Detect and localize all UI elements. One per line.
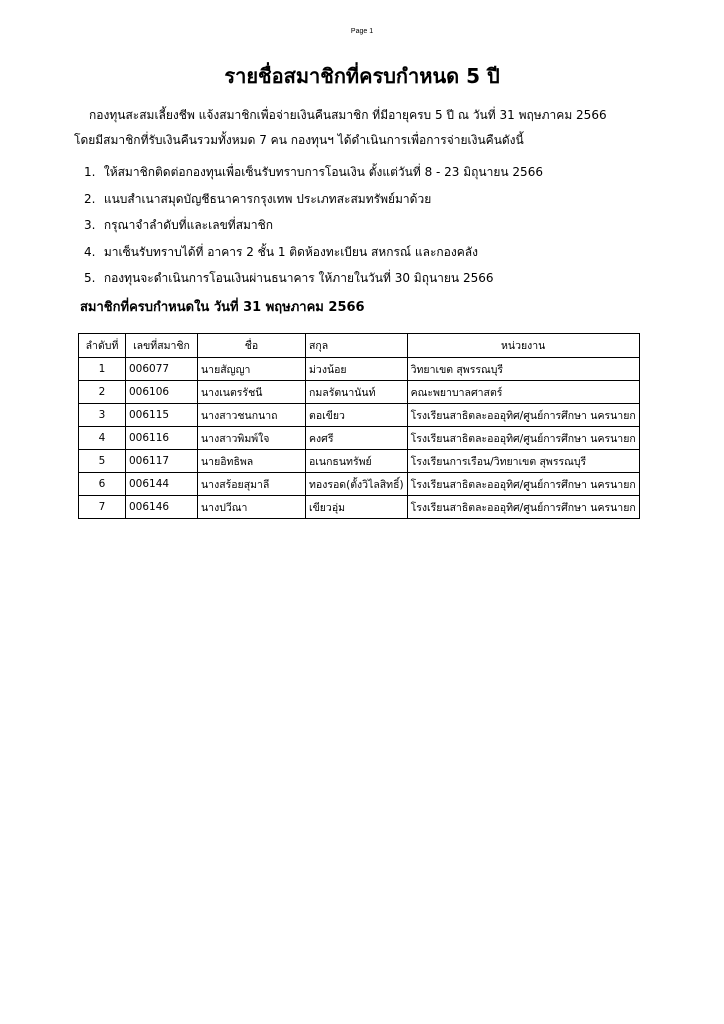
- table-row: [79, 496, 640, 519]
- table-row: [79, 473, 640, 496]
- header-department: หน่วยงาน: [407, 334, 639, 358]
- intro-line-1: กองทุนสะสมเลี้ยงชีพ แจ้งสมาชิกเพื่อจ่ายเงินคืนสมาชิก ที่มีอายุครบ 5 ปี ณ วันที่ 31 พฤษภาคม 2566: [89, 108, 607, 122]
- intro-line-2: โดยมีสมาชิกที่รับเงินคืนรวมทั้งหมด 7 คน กองทุนฯ ได้ดำเนินการเพื่อการจ่ายเงินคืนดังนี้: [74, 133, 524, 147]
- cell-department: โรงเรียนสาธิตละอออุทิศ/ศูนย์การศึกษา นครนายก: [407, 496, 639, 519]
- cell-last-name: ม่วงน้อย: [306, 358, 408, 381]
- header-order: ลำดับที่: [79, 334, 126, 358]
- cell-order: 2: [79, 381, 126, 404]
- cell-last-name: คงศรี: [306, 427, 408, 450]
- header-first-name: ชื่อ: [198, 334, 306, 358]
- cell-member-id: 006117: [126, 450, 198, 473]
- cell-last-name: อเนกธนทรัพย์: [306, 450, 408, 473]
- members-table: [78, 333, 640, 519]
- cell-last-name: ทองรอด(ตั้งวิไลสิทธิ์): [306, 473, 408, 496]
- table-row: [79, 381, 640, 404]
- cell-first-name: นายสัญญา: [198, 358, 306, 381]
- cell-member-id: 006106: [126, 381, 198, 404]
- step-number: 4.: [84, 244, 96, 259]
- cell-order: 5: [79, 450, 126, 473]
- cell-order: 1: [79, 358, 126, 381]
- cell-department: โรงเรียนสาธิตละอออุทิศ/ศูนย์การศึกษา นครนายก: [407, 473, 639, 496]
- cell-member-id: 006116: [126, 427, 198, 450]
- step-text: ให้สมาชิกติดต่อกองทุนเพื่อเซ็นรับทราบการโอนเงิน ตั้งแต่วันที่ 8 - 23 มิถุนายน 2566: [103, 165, 543, 179]
- cell-department: โรงเรียนการเรือน/วิทยาเขต สุพรรณบุรี: [407, 450, 639, 473]
- table-row: [79, 358, 640, 381]
- step-text: มาเซ็นรับทราบได้ที่ อาคาร 2 ชั้น 1 ติดห้องทะเบียน สหกรณ์ และกองคลัง: [103, 244, 478, 259]
- cell-member-id: 006144: [126, 473, 198, 496]
- step-item: [84, 190, 543, 217]
- step-item: [84, 163, 543, 190]
- header-last-name: สกุล: [306, 334, 408, 358]
- step-item: [84, 216, 543, 243]
- cell-department: คณะพยาบาลศาสตร์: [407, 381, 639, 404]
- table-row: [79, 450, 640, 473]
- steps-list: [84, 163, 543, 296]
- cell-last-name: เขียวอุ่ม: [306, 496, 408, 519]
- step-text: กรุณาจำลำดับที่และเลขที่สมาชิก: [103, 218, 274, 232]
- table-header-row: [79, 334, 640, 358]
- cell-first-name: นางเนตรรัชนี: [198, 381, 306, 404]
- page-label: Page 1: [350, 28, 374, 35]
- page-title: รายชื่อสมาชิกที่ครบกำหนด 5 ปี: [224, 64, 500, 88]
- cell-first-name: นางสร้อยสุมาลี: [198, 473, 306, 496]
- cell-first-name: นางสาวชนกนาถ: [198, 404, 306, 427]
- cell-order: 4: [79, 427, 126, 450]
- cell-order: 3: [79, 404, 126, 427]
- step-text: แนบสำเนาสมุดบัญชีธนาคารกรุงเทพ ประเภทสะสมทรัพย์มาด้วย: [103, 191, 432, 206]
- step-number: 1.: [84, 165, 96, 179]
- cell-member-id: 006146: [126, 496, 198, 519]
- step-item: [84, 243, 543, 270]
- step-number: 2.: [84, 191, 96, 206]
- cell-department: โรงเรียนสาธิตละอออุทิศ/ศูนย์การศึกษา นครนายก: [407, 427, 639, 450]
- cell-last-name: ตอเขียว: [306, 404, 408, 427]
- step-number: 5.: [84, 271, 96, 285]
- step-text: กองทุนจะดำเนินการโอนเงินผ่านธนาคาร ให้ภายในวันที่ 30 มิถุนายน 2566: [103, 271, 494, 285]
- table-row: [79, 427, 640, 450]
- table-subtitle: สมาชิกที่ครบกำหนดใน วันที่ 31 พฤษภาคม 2566: [80, 300, 365, 315]
- cell-last-name: กมลรัตนานันท์: [306, 381, 408, 404]
- header-member-id: เลขที่สมาชิก: [126, 334, 198, 358]
- cell-member-id: 006115: [126, 404, 198, 427]
- cell-order: 7: [79, 496, 126, 519]
- cell-first-name: นางสาวพิมพ์ใจ: [198, 427, 306, 450]
- cell-department: โรงเรียนสาธิตละอออุทิศ/ศูนย์การศึกษา นครนายก: [407, 404, 639, 427]
- step-item: [84, 269, 543, 296]
- cell-first-name: นายอิทธิพล: [198, 450, 306, 473]
- cell-department: วิทยาเขต สุพรรณบุรี: [407, 358, 639, 381]
- step-number: 3.: [84, 218, 96, 232]
- table-row: [79, 404, 640, 427]
- cell-order: 6: [79, 473, 126, 496]
- cell-first-name: นางปวีณา: [198, 496, 306, 519]
- cell-member-id: 006077: [126, 358, 198, 381]
